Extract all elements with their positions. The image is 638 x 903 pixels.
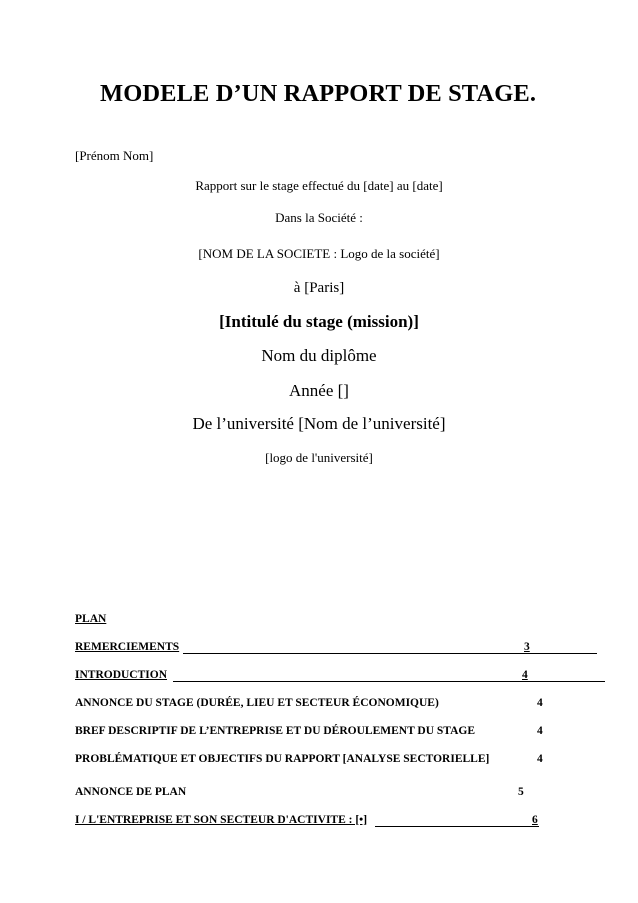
toc-leader <box>375 826 539 827</box>
toc-leader <box>173 681 605 682</box>
toc-entry-label: PROBLÉMATIQUE ET OBJECTIFS DU RAPPORT [ANALYSE SECTORIELLE] <box>75 753 490 765</box>
toc-entry-page: 6 <box>532 814 538 826</box>
toc-entry[interactable] <box>75 725 545 741</box>
toc-entry-page: 3 <box>524 641 530 653</box>
internship-title: [Intitulé du stage (mission)] <box>219 312 419 331</box>
university-name: De l’université [Nom de l’université] <box>192 414 446 433</box>
city: à [Paris] <box>293 280 345 296</box>
toc-entry-label: BREF DESCRIPTIF DE L’ENTREPRISE ET DU DÉROULEMENT DU STAGE <box>75 725 476 737</box>
document-title: MODELE D’UN RAPPORT DE STAGE. <box>100 80 537 107</box>
toc-entry-page: 4 <box>537 697 543 709</box>
report-line: Rapport sur le stage effectué du [date] au [date] <box>195 178 443 193</box>
toc-entry-label: ANNONCE DE PLAN <box>75 786 187 798</box>
company-name: [NOM DE LA SOCIETE : Logo de la société] <box>198 246 440 261</box>
university-logo-placeholder: [logo de l'université] <box>265 450 373 465</box>
toc-entry[interactable] <box>75 697 545 713</box>
toc-leader <box>183 653 597 654</box>
toc-entry[interactable] <box>75 669 545 685</box>
toc-entry-label: REMERCIEMENTS <box>75 641 180 653</box>
toc-entry-page: 4 <box>537 725 543 737</box>
toc-entry-page: 4 <box>522 669 528 681</box>
author-name: [Prénom Nom] <box>75 148 154 163</box>
toc-entry-label: INTRODUCTION <box>75 669 168 681</box>
year: Année [] <box>289 381 349 400</box>
toc-entry[interactable] <box>75 641 545 657</box>
toc-entry-page: 5 <box>518 786 524 798</box>
toc-entry-label: ANNONCE DU STAGE (DURÉE, LIEU ET SECTEUR ÉCONOMIQUE) <box>75 697 439 709</box>
toc-entry-label: I / L'ENTREPRISE ET SON SECTEUR D'ACTIVITE : [•] <box>75 814 368 826</box>
toc-entry[interactable] <box>75 786 545 802</box>
diploma-name: Nom du diplôme <box>261 346 377 365</box>
toc-entry[interactable] <box>75 753 545 769</box>
toc-entry-page: 4 <box>537 753 543 765</box>
toc-entry[interactable] <box>75 814 545 830</box>
company-intro: Dans la Société : <box>275 210 363 225</box>
plan-title: PLAN <box>75 613 107 625</box>
